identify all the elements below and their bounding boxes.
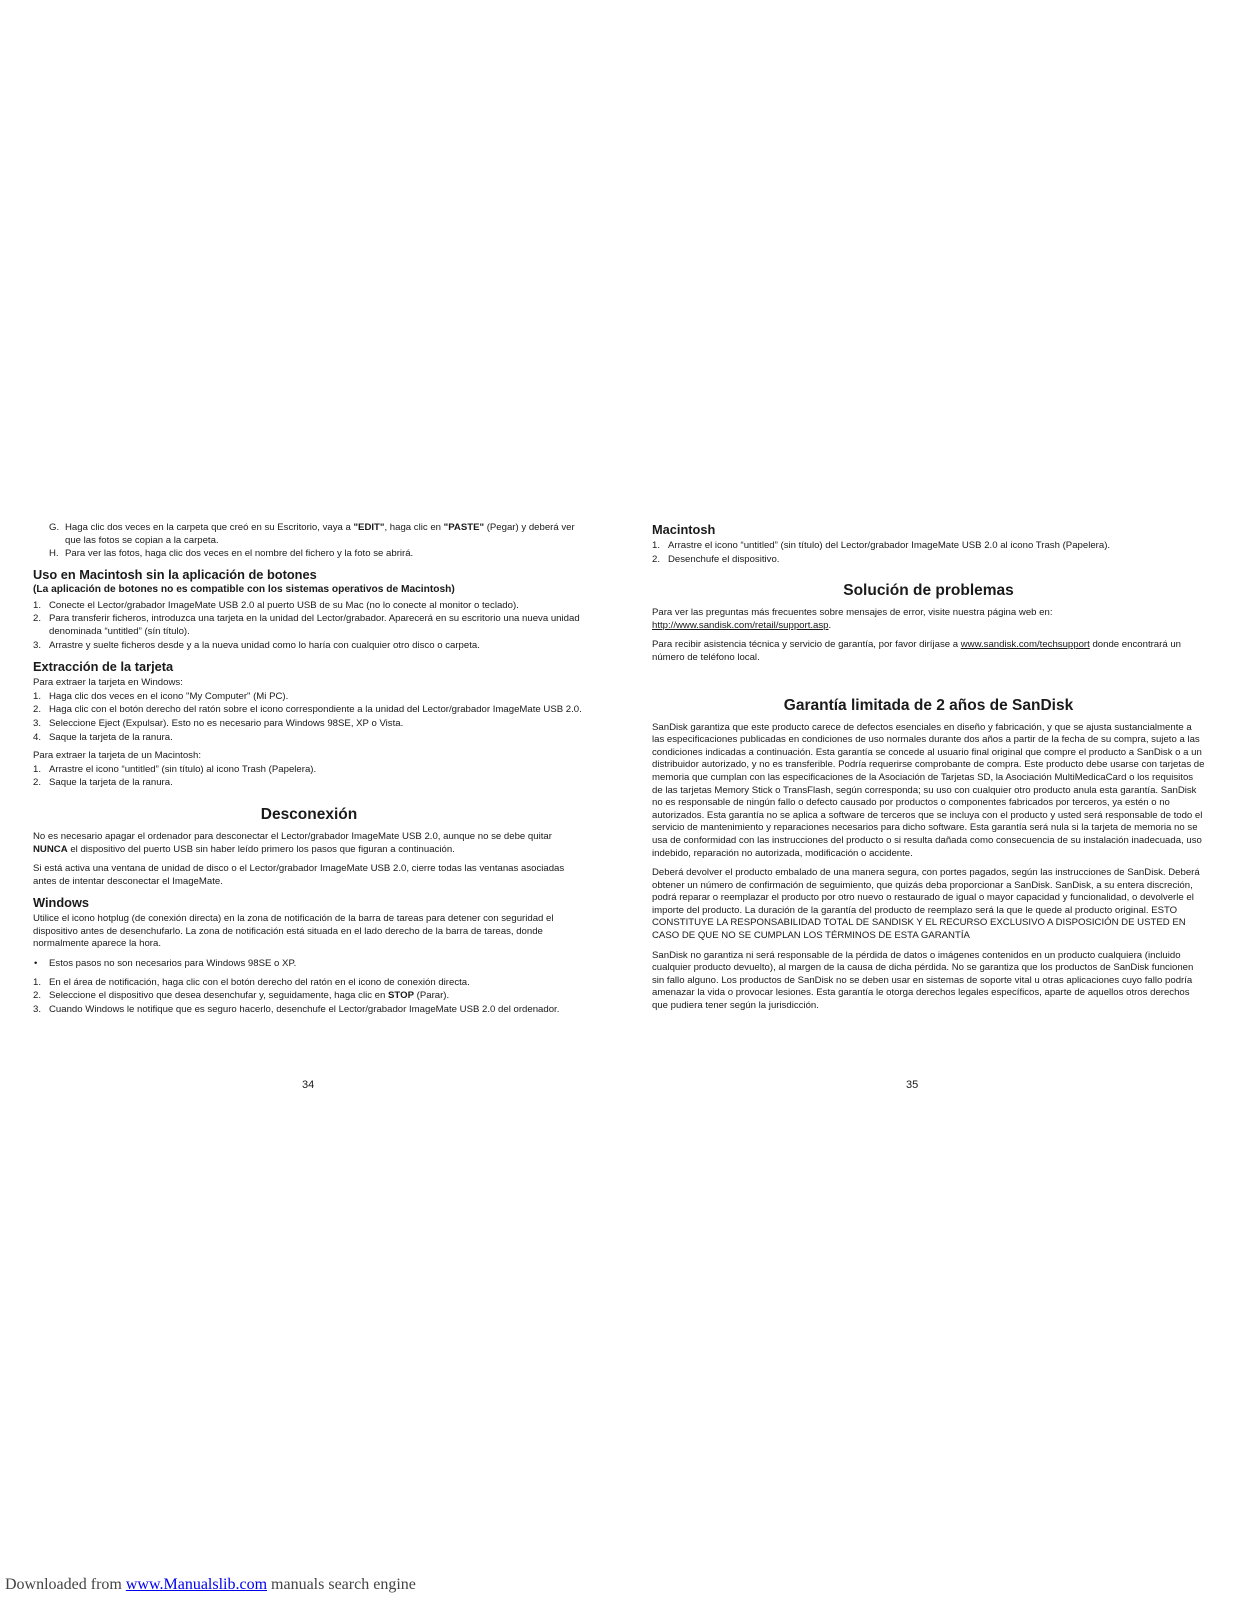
extract-mac-steps — [33, 764, 585, 790]
macintosh-heading: Macintosh — [652, 522, 716, 537]
warranty-paragraph-3: SanDisk no garantiza ni será responsable de la pérdida de datos o imágenes contenidos en un producto cualquiera (incluido cualquier producto devuelto), al margen de la causa de dicha pérdida. No se garantiza que los productos de SanDisk funcionen sin fallo alguno. Los productos de SanDisk no se deben usar en sistemas de soporte vital u otras aplicaciones cuyo fallo podría amenazar la vida o provocar lesiones. Esta garantía le otorga derechos legales específicos, aparte de aquellos otros derechos que pudiera tener según la jurisdicción. — [652, 949, 1194, 1012]
extract-win-steps — [33, 691, 585, 744]
troubleshooting-paragraph-1: Para ver las preguntas más frecuentes sobre mensajes de error, visite nuestra página web en: http://www.sandisk.com/retail/support.asp. — [652, 607, 1053, 631]
extract-win-intro: Para extraer la tarjeta en Windows: — [33, 677, 183, 689]
support-link[interactable]: http://www.sandisk.com/retail/support.asp — [652, 619, 829, 631]
page-number-left: 34 — [302, 1079, 315, 1091]
windows-paragraph: Utilice el icono hotplug (de conexión directa) en la zona de notificación de la barra de tareas para detener con seguridad el dispositivo antes de desenchufarlo. La zona de notificación está situada en el lado derecho de la barra de tareas, donde normalmente aparece la hora. — [33, 913, 554, 950]
disconnect-paragraph-1: No es necesario apagar el ordenador para desconectar el Lector/grabador ImageMate USB 2.0, aunque no se debe quitar NUNCA el dispositivo del puerto USB sin haber leído primero los pasos que figuran a continuación. — [33, 830, 552, 855]
list-item: 1. Arrastre el icono “untitled” (sin título) del Lector/grabador ImageMate USB 2.0 al icono Trash (Papelera). — [652, 540, 1111, 551]
list-item: 4. Saque la tarjeta de la ranura. — [33, 731, 173, 743]
list-item: 2. Saque la tarjeta de la ranura. — [33, 777, 173, 789]
mac-subheading: (La aplicación de botones no es compatible con los sistemas operativos de Macintosh) — [33, 583, 455, 595]
list-item: 3. Cuando Windows le notifique que es seguro hacerlo, desenchufe el Lector/grabador ImageMate USB 2.0 del ordenador. — [33, 1003, 560, 1015]
right-page-content — [652, 522, 1205, 1020]
extract-mac-intro: Para extraer la tarjeta de un Macintosh: — [33, 750, 201, 762]
list-item: 3. Arrastre y suelte ficheros desde y a la nueva unidad como lo haría con cualquier otro disco o carpeta. — [33, 639, 480, 651]
warranty-heading: Garantía limitada de 2 años de SanDisk — [783, 696, 1074, 714]
troubleshooting-paragraph-2: Para recibir asistencia técnica y servicio de garantía, por favor diríjase a www.sandisk.com/techsupport donde encontrará un número de teléfono local. — [652, 639, 1182, 663]
left-page-content — [33, 522, 585, 1022]
list-item: • Estos pasos no son necesarios para Windows 98SE o XP. — [34, 958, 297, 970]
windows-heading: Windows — [33, 895, 90, 911]
warranty-paragraph-1: SanDisk garantiza que este producto carece de defectos esenciales en diseño y fabricación, y que se ajusta sustancialmente a las especificaciones publicadas en condiciones de uso normales durante dos años a partir de la fecha de su compra, sujeto a las condiciones indicadas a continuación. Esta garantía se concede al usuario final original que compre el producto a SanDisk o a un distribuidor autorizado, y no es transferible. Podría requerirse comprobante de compra. Este producto debe usarse con tarjetas de memoria que cumplan con las especificaciones de la Asociación de Tarjetas SD, la Asociación MultiMedicaCard o los requisitos de las tarjetas Memory Stick o TransFlash, según corresponda; su uso con cualquier otro producto anula esta garantía. SanDisk no es responsable de ningún fallo o defecto causado por productos o componentes fabricados por terceros, ya estén o no autorizados. Esta garantía no se aplica a software de terceros que se incluya con el producto y usted será responsable de todo el servicio de mantenimiento y reparaciones necesarios para dicho software. Esta garantía será nula si la tarjeta de memoria no se usa de conformidad con las instrucciones del producto o si resulta dañada como consecuencia de su instalación inadecuada, uso indebido, reparación no autorizada, modificación o accidente. — [652, 721, 1205, 859]
windows-bullets — [33, 958, 585, 971]
list-item: 1. Arrastre el icono “untitled” (sin título) al icono Trash (Papelera). — [33, 763, 317, 775]
windows-steps — [33, 977, 585, 1017]
list-item: G. Haga clic dos veces en la carpeta que creó en su Escritorio, vaya a "EDIT", haga clic en "PASTE" (Pegar) y deberá ver que las fotos se copian a la carpeta. — [49, 522, 575, 546]
list-item: 2. Seleccione el dispositivo que desea desenchufar y, seguidamente, haga clic en STOP (Parar). — [33, 990, 450, 1002]
macintosh-steps — [652, 540, 1205, 566]
disconnect-heading: Desconexión — [260, 805, 358, 823]
list-item: H. Para ver las fotos, haga clic dos veces en el nombre del fichero y la foto se abrirá. — [49, 548, 414, 560]
techsupport-link[interactable]: www.sandisk.com/techsupport — [960, 639, 1090, 651]
download-footer: Downloaded from www.Manualslib.com manuals search engine — [5, 1576, 416, 1593]
list-item: 1. En el área de notificación, haga clic con el botón derecho del ratón en el icono de conexión directa. — [33, 976, 470, 988]
warranty-paragraph-2: Deberá devolver el producto embalado de una manera segura, con portes pagados, según las instrucciones de SanDisk. Deberá obtener un número de confirmación de seguimiento, que quizás deba proporcionar a SanDisk. SanDisk, a su entera discreción, podrá reparar o reemplazar el producto por otro nuevo o restaurado de igual o mayor capacidad y funcionalidad, o devolverle el importe del producto. La duración de la garantía del producto de reemplazo será la que le quede al producto original. ESTO CONSTITUYE LA RESPONSABILIDAD TOTAL DE SANDISK Y EL RECURSO EXCLUSIVO A DISPOSICIÓN DE USTED EN CASO DE QUE NO SE CUMPLAN LOS TÉRMINOS DE ESTA GARANTÍA — [652, 867, 1200, 942]
list-item: 2. Para transferir ficheros, introduzca una tarjeta en la unidad del Lector/grabador. Aparecerá en su escritorio una nueva unidad denominada “untitled” (sín título). — [33, 613, 580, 637]
troubleshooting-heading: Solución de problemas — [843, 582, 1014, 600]
list-item: 1. Conecte el Lector/grabador ImageMate USB 2.0 al puerto USB de su Mac (no lo conecte al monitor o teclado). — [33, 599, 519, 611]
mac-steps — [33, 600, 585, 652]
mac-heading: Uso en Macintosh sin la aplicación de botones — [33, 566, 317, 582]
page-number-right: 35 — [906, 1079, 919, 1091]
list-item: 2. Haga clic con el botón derecho del ratón sobre el icono correspondiente a la unidad del Lector/grabador ImageMate USB 2.0. — [33, 704, 582, 716]
disconnect-paragraph-2: Si está activa una ventana de unidad de disco o el Lector/grabador ImageMate USB 2.0, cierre todas las ventanas asociadas antes de intentar desconectar el ImageMate. — [33, 863, 565, 887]
list-item: 2. Desenchufe el dispositivo. — [652, 553, 780, 565]
g-h-steps — [33, 522, 585, 561]
list-item: 3. Seleccione Eject (Expulsar). Esto no es necesario para Windows 98SE, XP o Vista. — [33, 717, 404, 729]
manualslib-link[interactable]: www.Manualslib.com — [125, 1576, 268, 1593]
list-item: 1. Haga clic dos veces en el icono "My Computer" (Mi PC). — [33, 690, 289, 702]
extract-heading: Extracción de la tarjeta — [33, 659, 174, 675]
